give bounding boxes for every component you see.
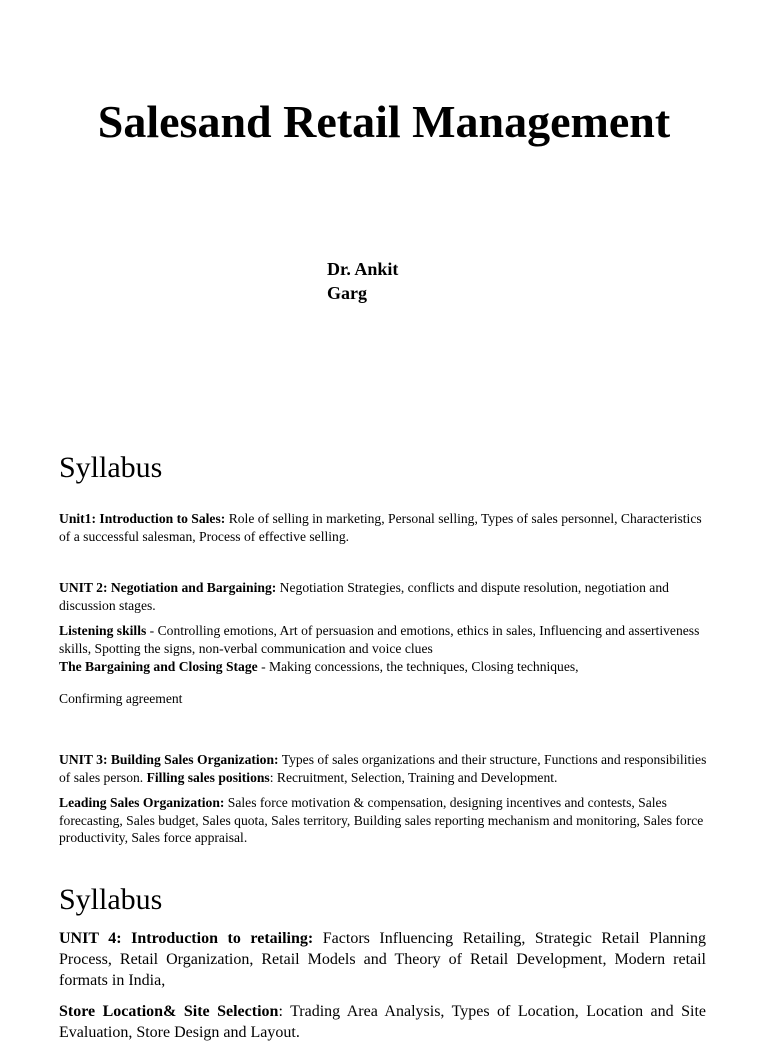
author-block — [327, 257, 398, 305]
unit2-label: UNIT 2: Negotiation and Bargaining: — [59, 580, 277, 595]
unit3-label-2: Filling sales positions — [146, 769, 270, 785]
unit2-text: Negotiation Strategies, conflicts and dispute resolution, negotiation and discussion stages. — [59, 580, 669, 613]
author-line-1: Dr. Ankit — [327, 259, 399, 279]
unit4-text: Factors Influencing Retailing, Strategic Retail Planning Process, Retail Organization, Retail Models and Theory of Retail Development, Modern retail formats in India, — [59, 930, 706, 989]
store-text: : Trading Area Analysis, Types of Location, Location and Site Evaluation, Store Design and Layout. — [59, 1003, 707, 1041]
bargaining-label: The Bargaining and Closing Stage — [59, 659, 258, 674]
unit4-label: UNIT 4: Introduction to retailing: — [59, 930, 314, 947]
leading-label: Leading Sales Organization: — [59, 795, 225, 810]
leading-paragraph — [59, 794, 711, 847]
unit3-text-2: : Recruitment, Selection, Training and Development. — [269, 769, 558, 785]
unit2-paragraph — [59, 579, 711, 614]
unit1-text: Role of selling in marketing, Personal selling, Types of sales personnel, Characteristics of a successful salesman, Process of effective selling. — [59, 511, 702, 544]
syllabus-heading-1: Syllabus — [59, 451, 163, 484]
unit1-label: Unit1: Introduction to Sales: — [59, 511, 226, 526]
author-line-2: Garg — [327, 283, 367, 303]
unit4-paragraph — [59, 928, 706, 991]
store-label: Store Location& Site Selection — [59, 1003, 279, 1020]
syllabus-heading-2: Syllabus — [59, 883, 163, 916]
unit3-paragraph — [59, 751, 711, 786]
page-title: Salesand Retail Management — [97, 96, 671, 147]
unit3-label: UNIT 3: Building Sales Organization: — [59, 752, 279, 767]
leading-text: Sales force motivation & compensation, designing incentives and contests, Sales forecasting, Sales budget, Sales quota, Sales territory, Building sales reporting mechanism and monitoring, Sales force productivity, Sales force appraisal. — [59, 795, 704, 845]
listening-text: - Controlling emotions, Art of persuasion and emotions, ethics in sales, Influencing and assertiveness skills, Spotting the signs, non-verbal communication and voice clues — [59, 623, 700, 656]
bargaining-paragraph — [59, 658, 711, 676]
listening-paragraph — [59, 622, 711, 657]
confirming-paragraph: Confirming agreement — [59, 691, 183, 706]
unit1-paragraph — [59, 510, 711, 545]
unit3-text: Types of sales organizations and their structure, Functions and responsibilities of sales person. — [59, 752, 707, 785]
bargaining-text: - Making concessions, the techniques, Closing techniques, — [257, 659, 579, 674]
listening-label: Listening skills — [59, 623, 147, 638]
store-paragraph — [59, 1001, 706, 1043]
